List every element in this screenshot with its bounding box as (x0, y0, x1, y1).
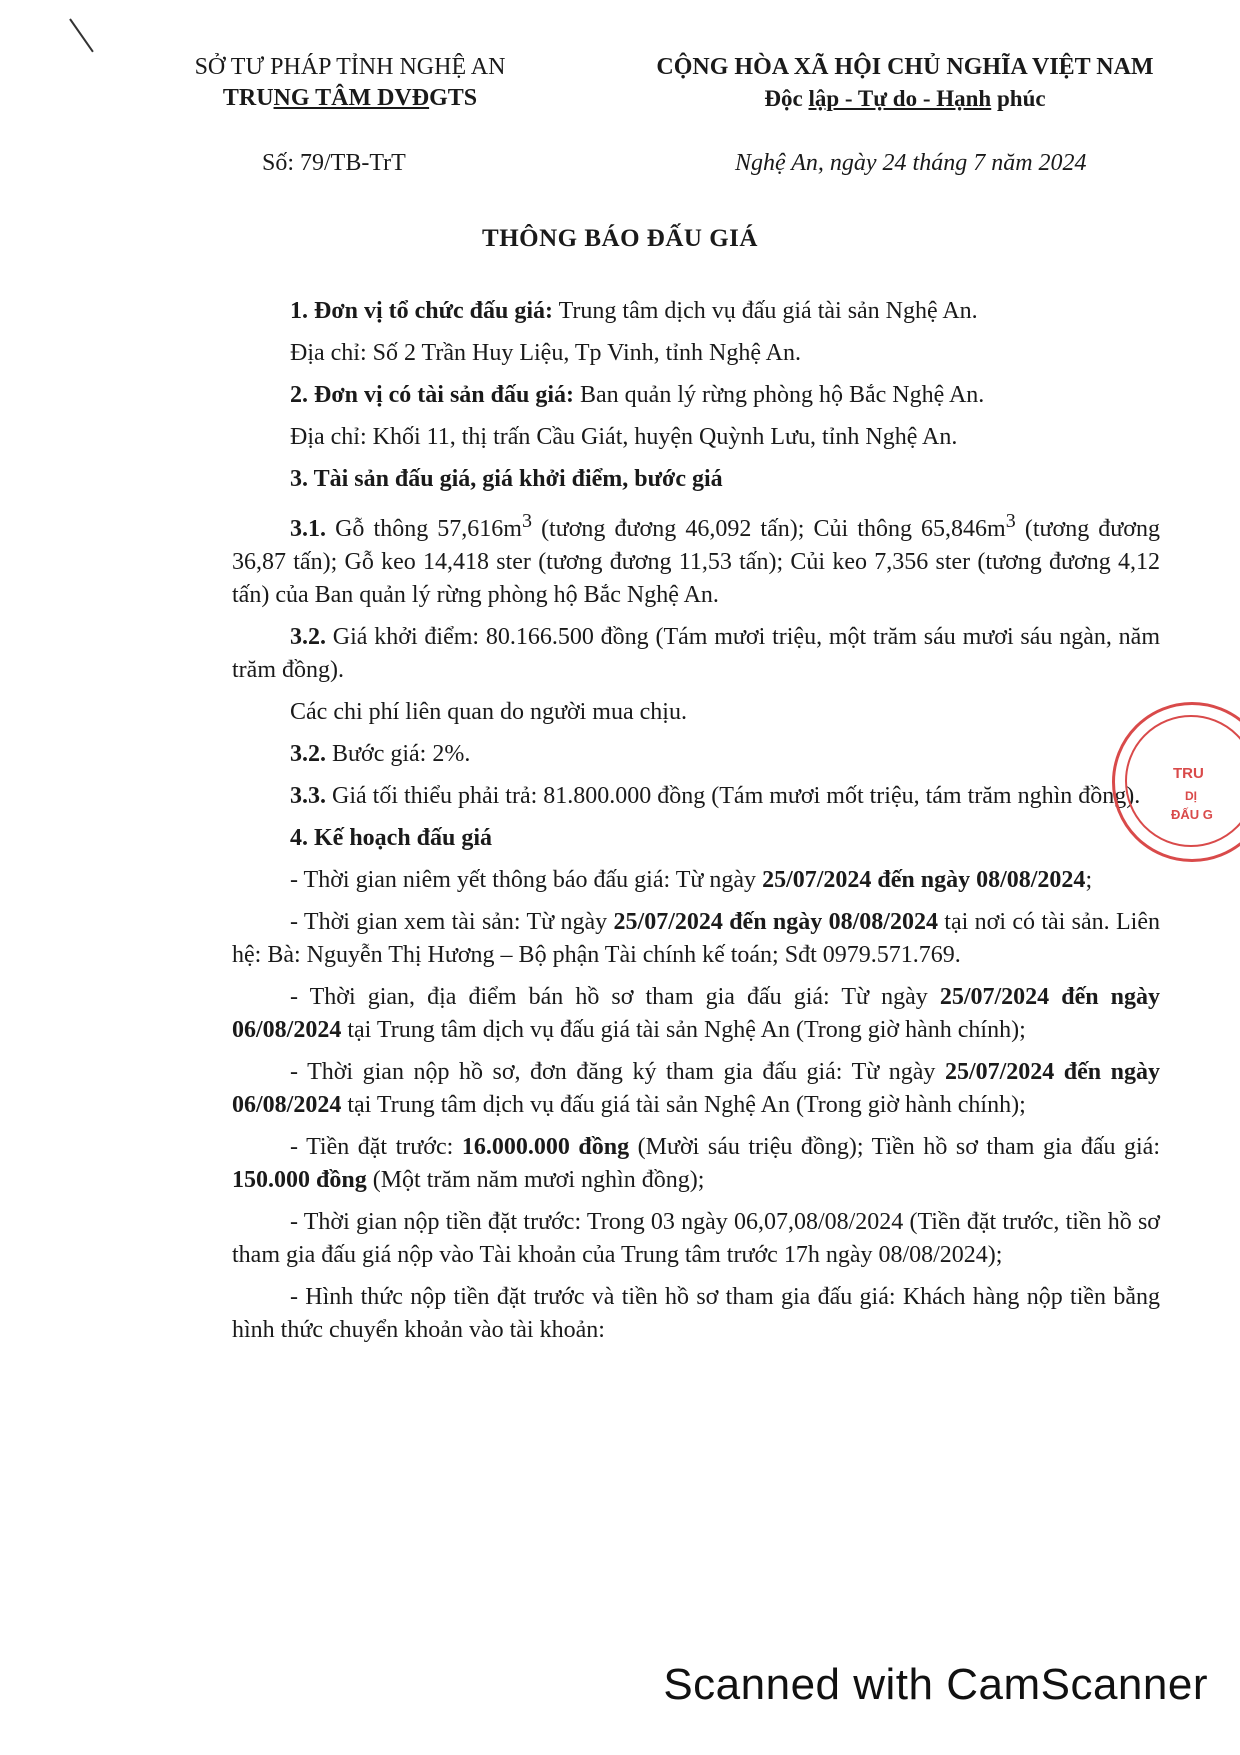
plan-item-viewing (232, 906, 1160, 972)
plan-item-listing-dates: 25/07/2024 đến ngày 08/08/2024 (762, 867, 1086, 893)
section-1-text: Trung tâm dịch vụ đấu giá tài sản Nghệ An. (553, 298, 978, 324)
official-seal (1100, 690, 1240, 880)
section-3-2-step-label: 3.2. (290, 741, 326, 767)
seal-text-2: DỊ (1185, 789, 1197, 803)
plan-item-payment-method: - Hình thức nộp tiền đặt trước và tiền hồ sơ tham gia đấu giá: Khách hàng nộp tiền bằng hình thức chuyển khoản vào tài khoản: (232, 1284, 1160, 1343)
section-3-1-label: 3.1. (290, 516, 326, 542)
section-3-3 (232, 780, 1160, 813)
section-2-label: 2. Đơn vị có tài sản đấu giá: (290, 382, 574, 408)
plan-item-viewing-contact: tại nơi có tài sản. Liên hệ: Bà: Nguyễn Thị Hương – Bộ phận Tài chính kế toán; Sđt 0979.571.769. (232, 909, 1160, 968)
section-3-2-step (232, 738, 1160, 771)
plan-item-deposit-text-2: (Mười sáu triệu đồng); Tiền hồ sơ tham gia đấu giá: (629, 1134, 1160, 1160)
section-2-text: Ban quản lý rừng phòng hộ Bắc Nghệ An. (574, 382, 985, 408)
plan-item-deposit-time: - Thời gian nộp tiền đặt trước: Trong 03 ngày 06,07,08/08/2024 (Tiền đặt trước, tiền hồ sơ tham gia đấu giá nộp vào Tài khoản của Trung tâm trước 17h ngày 08/08/2024); (232, 1209, 1160, 1268)
section-3-heading (232, 463, 1160, 496)
section-3-label: 3. Tài sản đấu giá, giá khởi điểm, bước giá (290, 466, 723, 492)
section-3-2-text: Giá khởi điểm: 80.166.500 đồng (Tám mươi triệu, một trăm sáu mươi sáu ngàn, năm trăm đồng). (232, 624, 1160, 683)
plan-item-registration (232, 1056, 1160, 1122)
plan-item-dossier-sale-place: tại Trung tâm dịch vụ đấu giá tài sản Nghệ An (Trong giờ hành chính); (341, 1017, 1026, 1043)
section-3-2 (232, 621, 1160, 687)
section-1-address: Địa chỉ: Số 2 Trần Huy Liệu, Tp Vinh, tỉnh Nghệ An. (290, 340, 802, 366)
section-3-3-label: 3.3. (290, 783, 326, 809)
issuer-center-post: GTS (429, 85, 478, 111)
scanner-watermark: Scanned with CamScanner (663, 1660, 1208, 1709)
superscript-3: 3 (521, 510, 532, 532)
section-3-2-costs: Các chi phí liên quan do người mua chịu. (290, 699, 687, 725)
plan-item-deposit-text-3: (Một trăm năm mươi nghìn đồng); (366, 1167, 705, 1193)
motto-pre: Độc (764, 86, 809, 111)
seal-ring (1112, 702, 1240, 862)
plan-item-deposit-text: - Tiền đặt trước: (290, 1134, 462, 1160)
plan-item-deposit (232, 1131, 1160, 1197)
section-4-label: 4. Kế hoạch đấu giá (290, 825, 493, 851)
issuer-center-pre: TRU (222, 85, 274, 111)
plan-item-registration-text: - Thời gian nộp hồ sơ, đơn đăng ký tham gia đấu giá: Từ ngày (290, 1059, 945, 1085)
document-title: THÔNG BÁO ĐẤU GIÁ (482, 225, 758, 252)
plan-item-viewing-dates: 25/07/2024 đến ngày 08/08/2024 (613, 909, 938, 935)
seal-text-1: TRU (1173, 765, 1204, 782)
national-header (610, 52, 1200, 114)
issuer-header (150, 52, 550, 114)
section-4-heading (232, 822, 1160, 855)
national-motto (610, 83, 1200, 114)
section-3-1-text-c: (tương đương 36,87 tấn); Gỗ keo 14,418 ster (tương đương 11,53 tấn); Củi keo 7,356 ster (tương đương 4,12 tấn) của Ban quản lý rừng phòng hộ Bắc Nghệ An. (232, 516, 1160, 608)
section-3-1-text-b: (tương đương 46,092 tấn); Củi thông 65,846m (531, 516, 1006, 542)
dossier-fee-amount: 150.000 đồng (232, 1167, 367, 1193)
motto-post: phúc (991, 86, 1046, 111)
plan-item-dossier-sale-dates: 25/07/2024 đến ngày 06/08/2024 (232, 984, 1160, 1043)
section-3-2-label: 3.2. (290, 624, 326, 650)
deposit-amount: 16.000.000 đồng (461, 1134, 630, 1160)
section-3-1-text-a: Gỗ thông 57,616m (326, 516, 522, 542)
document-date: Nghệ An, ngày 24 tháng 7 năm 2024 (735, 150, 1087, 176)
section-3-1 (232, 505, 1160, 612)
section-3-3-text: Giá tối thiểu phải trả: 81.800.000 đồng (Tám mươi mốt triệu, tám trăm nghìn đồng). (326, 783, 1141, 809)
section-3-2-step-text: Bước giá: 2%. (326, 741, 471, 767)
plan-item-registration-place: tại Trung tâm dịch vụ đấu giá tài sản Nghệ An (Trong giờ hành chính); (341, 1092, 1026, 1118)
plan-item-listing (232, 864, 1160, 897)
scan-mark (69, 18, 94, 52)
plan-item-dossier-sale-text: - Thời gian, địa điểm bán hồ sơ tham gia đấu giá: Từ ngày (290, 984, 940, 1010)
national-title: CỘNG HÒA XÃ HỘI CHỦ NGHĨA VIỆT NAM (656, 54, 1154, 80)
document-number: Số: 79/TB-TrT (262, 150, 406, 176)
section-1 (232, 295, 1160, 328)
plan-item-registration-dates: 25/07/2024 đến ngày 06/08/2024 (232, 1059, 1161, 1118)
plan-item-dossier-sale (232, 981, 1160, 1047)
section-2 (232, 379, 1160, 412)
motto-underlined: lập - Tự do - Hạnh (808, 86, 992, 111)
superscript-3: 3 (1005, 510, 1016, 532)
section-1-label: 1. Đơn vị tổ chức đấu giá: (290, 298, 554, 324)
issuer-center-underlined: NG TÂM DVĐ (273, 85, 430, 111)
plan-item-listing-text: - Thời gian niêm yết thông báo đấu giá: Từ ngày (290, 867, 763, 893)
document-body (232, 295, 1160, 1356)
plan-item-viewing-text: - Thời gian xem tài sản: Từ ngày (290, 909, 614, 935)
seal-text-3: ĐẤU G (1171, 807, 1213, 822)
issuer-center (150, 83, 550, 114)
section-2-address: Địa chỉ: Khối 11, thị trấn Cầu Giát, huyện Quỳnh Lưu, tỉnh Nghệ An. (290, 424, 958, 450)
plan-item-listing-end: ; (1085, 867, 1093, 893)
issuer-department: SỞ TƯ PHÁP TỈNH NGHỆ AN (194, 54, 506, 80)
